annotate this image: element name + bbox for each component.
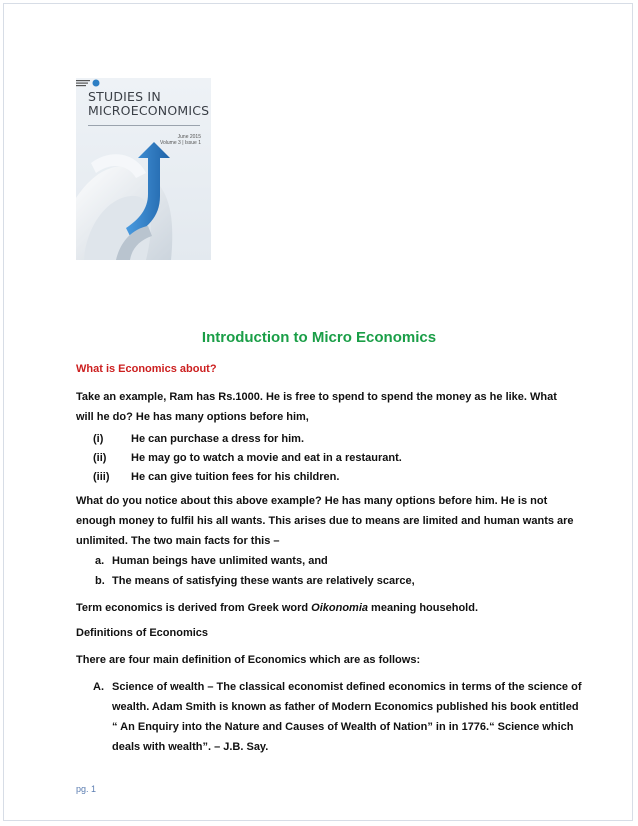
cover-issue-volume: Volume 3 | Issue 1 [159,140,201,146]
list-marker: (i) [93,433,104,445]
term-suffix: meaning household. [368,602,479,614]
fact-marker: b. [95,575,105,587]
list-text: He can give tuition fees for his children. [131,471,340,483]
cover-issue-date: June 2015 [177,134,201,140]
paragraph-2: What do you notice about this above example? He has many options before him. He is not enough money to fulfil his all wants. This arises due to means are limited and human wants are unlimited. The two main facts for this – [76,495,574,547]
cover-issue [160,134,201,146]
list-marker: (ii) [93,452,107,464]
fact-text: The means of satisfying these wants are relatively scarce, [112,575,415,587]
paragraph-1: Take an example, Ram has Rs.1000. He is free to spend to spend the money as he like. What will he do? He has many options before him, [76,391,557,423]
definition-text: Science of wealth – The classical economist defined economics in terms of the science of wealth. Adam Smith is known as father of Modern Economics published his book entitled “ An Enquiry into the Nature and Causes of Wealth of Nation” in in 1776.“ Science which deals with wealth”. – J.B. Say. [112,681,582,753]
page-title: Introduction to Micro Economics [201,329,437,346]
definitions-heading: Definitions of Economics [76,627,209,639]
fact-marker: a. [95,555,105,567]
fact-text: Human beings have unlimited wants, and [112,555,328,567]
definition-marker: A. [93,681,104,693]
list-text: He can purchase a dress for him. [131,433,305,445]
list-text: He may go to watch a movie and eat in a restaurant. [131,452,402,464]
publisher-logo [76,78,102,88]
section-heading: What is Economics about? [76,363,217,375]
cover-title-line1: STUDIES IN [88,89,161,104]
term-paragraph [76,598,576,618]
term-prefix: Term economics is derived from Greek word [76,602,312,614]
journal-cover-image [76,78,211,260]
cover-rule [88,125,200,126]
page-number: pg. 1 [76,784,97,794]
cover-title [88,90,208,118]
term-word: Oikonomia [311,602,368,614]
cover-title-line2: MICROECONOMICS [88,103,210,118]
list-marker: (iii) [93,471,110,483]
definitions-intro: There are four main definition of Economics which are as follows: [76,654,421,666]
